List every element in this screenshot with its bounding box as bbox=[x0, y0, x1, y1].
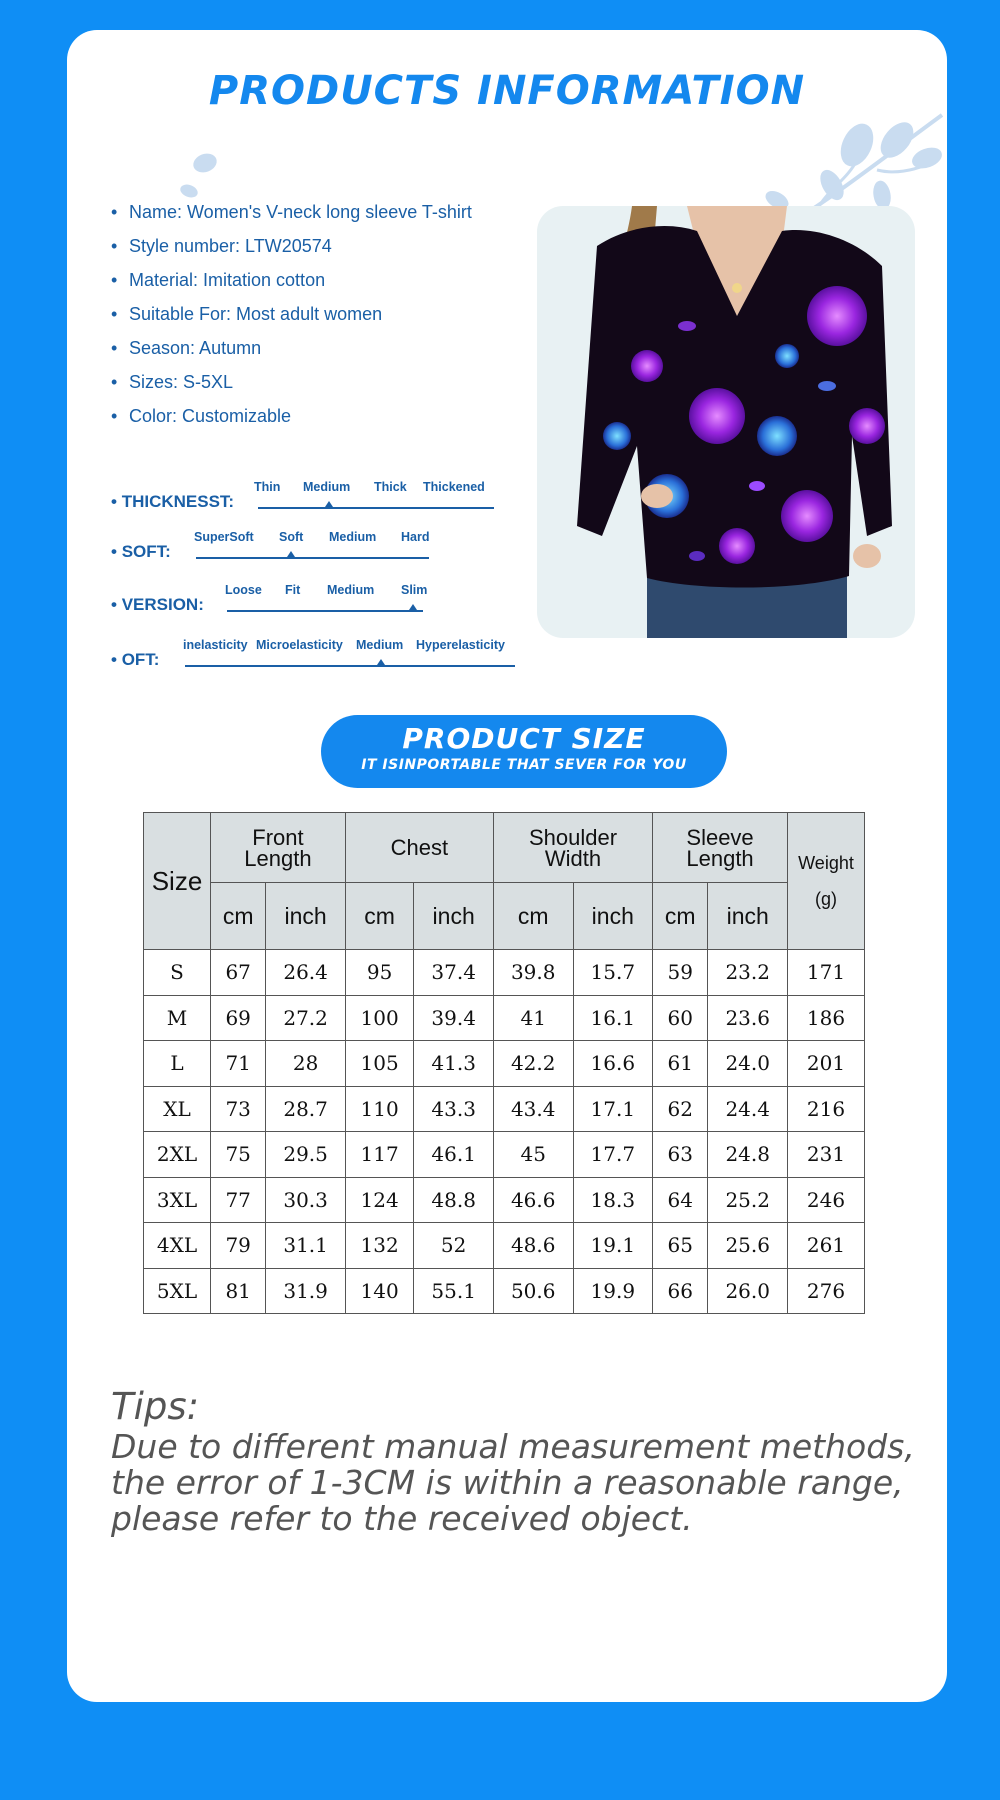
tips-line: the error of 1-3CM is within a reasonable range, bbox=[111, 1463, 904, 1502]
size-cell: L bbox=[144, 1041, 211, 1087]
scale-soft bbox=[111, 530, 591, 570]
scale-label: • SOFT: bbox=[111, 542, 171, 561]
measurement-cell: 276 bbox=[788, 1268, 865, 1314]
table-row bbox=[144, 1268, 865, 1314]
measurement-cell: 16.1 bbox=[573, 995, 653, 1041]
scale-option: Hard bbox=[401, 530, 430, 544]
measurement-cell: 46.1 bbox=[414, 1132, 494, 1178]
measurement-cell: 17.1 bbox=[573, 1086, 653, 1132]
size-cell: 4XL bbox=[144, 1223, 211, 1269]
unit-cm: cm bbox=[653, 883, 708, 950]
size-table-body bbox=[144, 950, 865, 1314]
measurement-cell: 140 bbox=[345, 1268, 413, 1314]
size-cell: XL bbox=[144, 1086, 211, 1132]
info-sizes: • Sizes: S-5XL bbox=[111, 372, 234, 392]
measurement-cell: 43.4 bbox=[493, 1086, 573, 1132]
scale-line bbox=[185, 665, 515, 667]
measurement-cell: 39.8 bbox=[493, 950, 573, 996]
table-row bbox=[144, 1041, 865, 1087]
measurement-cell: 28.7 bbox=[266, 1086, 346, 1132]
scale-line bbox=[227, 610, 423, 612]
measurement-cell: 16.6 bbox=[573, 1041, 653, 1087]
measurement-cell: 186 bbox=[788, 995, 865, 1041]
measurement-cell: 75 bbox=[211, 1132, 266, 1178]
tips-line: Due to different manual measurement methods, bbox=[111, 1427, 915, 1466]
measurement-cell: 15.7 bbox=[573, 950, 653, 996]
measurement-cell: 30.3 bbox=[266, 1177, 346, 1223]
unit-inch: inch bbox=[573, 883, 653, 950]
page-title: PRODUCTS INFORMATION bbox=[208, 68, 806, 114]
tips-line: please refer to the received object. bbox=[111, 1499, 693, 1538]
measurement-cell: 43.3 bbox=[414, 1086, 494, 1132]
scale-option: Thick bbox=[374, 480, 407, 494]
measurement-cell: 117 bbox=[345, 1132, 413, 1178]
scale-elasticity bbox=[111, 638, 591, 678]
measurement-cell: 105 bbox=[345, 1041, 413, 1087]
measurement-cell: 17.7 bbox=[573, 1132, 653, 1178]
measurement-cell: 25.6 bbox=[708, 1223, 788, 1269]
front-length-header: Front Length bbox=[211, 813, 346, 883]
unit-cm: cm bbox=[345, 883, 413, 950]
scale-option: SuperSoft bbox=[194, 530, 254, 544]
scale-option: Hyperelasticity bbox=[416, 638, 505, 652]
size-cell: 5XL bbox=[144, 1268, 211, 1314]
measurement-cell: 48.8 bbox=[414, 1177, 494, 1223]
table-row bbox=[144, 995, 865, 1041]
scale-label: • VERSION: bbox=[111, 595, 204, 614]
measurement-cell: 124 bbox=[345, 1177, 413, 1223]
scale-version bbox=[111, 583, 591, 623]
scale-option: Medium bbox=[303, 480, 351, 494]
measurement-cell: 64 bbox=[653, 1177, 708, 1223]
scale-option: Soft bbox=[279, 530, 304, 544]
scale-option: Medium bbox=[329, 530, 377, 544]
scale-line bbox=[196, 557, 429, 559]
measurement-cell: 69 bbox=[211, 995, 266, 1041]
tips-title: Tips: bbox=[111, 1385, 200, 1428]
unit-inch: inch bbox=[414, 883, 494, 950]
size-cell: M bbox=[144, 995, 211, 1041]
product-size-subtitle: IT ISINPORTABLE THAT SEVER FOR YOU bbox=[361, 757, 687, 773]
sleeve-length-header: Sleeve Length bbox=[653, 813, 788, 883]
measurement-cell: 19.1 bbox=[573, 1223, 653, 1269]
table-row bbox=[144, 950, 865, 996]
size-table bbox=[143, 812, 865, 1314]
measurement-cell: 132 bbox=[345, 1223, 413, 1269]
measurement-cell: 25.2 bbox=[708, 1177, 788, 1223]
measurement-cell: 171 bbox=[788, 950, 865, 996]
measurement-cell: 24.8 bbox=[708, 1132, 788, 1178]
scale-option: Slim bbox=[401, 583, 428, 597]
measurement-cell: 50.6 bbox=[493, 1268, 573, 1314]
measurement-cell: 59 bbox=[653, 950, 708, 996]
scale-option: Thickened bbox=[423, 480, 485, 494]
measurement-cell: 26.0 bbox=[708, 1268, 788, 1314]
chest-header: Chest bbox=[345, 813, 493, 883]
measurement-cell: 65 bbox=[653, 1223, 708, 1269]
unit-inch: inch bbox=[266, 883, 346, 950]
scale-option: Fit bbox=[285, 583, 301, 597]
product-card bbox=[67, 30, 947, 1702]
scale-option: Loose bbox=[225, 583, 262, 597]
measurement-cell: 24.4 bbox=[708, 1086, 788, 1132]
table-row bbox=[144, 1177, 865, 1223]
info-season: • Season: Autumn bbox=[111, 338, 262, 358]
measurement-cell: 41 bbox=[493, 995, 573, 1041]
measurement-cell: 246 bbox=[788, 1177, 865, 1223]
info-color: • Color: Customizable bbox=[111, 406, 292, 426]
measurement-cell: 24.0 bbox=[708, 1041, 788, 1087]
measurement-cell: 37.4 bbox=[414, 950, 494, 996]
measurement-cell: 45 bbox=[493, 1132, 573, 1178]
scale-label: • OFT: bbox=[111, 650, 160, 669]
measurement-cell: 26.4 bbox=[266, 950, 346, 996]
table-row bbox=[144, 1086, 865, 1132]
measurement-cell: 110 bbox=[345, 1086, 413, 1132]
product-info-list bbox=[111, 195, 472, 433]
measurement-cell: 61 bbox=[653, 1041, 708, 1087]
scale-label: • THICKNESST: bbox=[111, 492, 235, 511]
scale-thickness bbox=[111, 480, 591, 520]
measurement-cell: 77 bbox=[211, 1177, 266, 1223]
measurement-cell: 62 bbox=[653, 1086, 708, 1132]
measurement-cell: 28 bbox=[266, 1041, 346, 1087]
measurement-cell: 71 bbox=[211, 1041, 266, 1087]
info-suitable-for: • Suitable For: Most adult women bbox=[111, 304, 383, 324]
measurement-cell: 216 bbox=[788, 1086, 865, 1132]
unit-cm: cm bbox=[211, 883, 266, 950]
size-cell: 3XL bbox=[144, 1177, 211, 1223]
table-row bbox=[144, 1132, 865, 1178]
measurement-cell: 48.6 bbox=[493, 1223, 573, 1269]
scale-option: Microelasticity bbox=[256, 638, 343, 652]
measurement-cell: 100 bbox=[345, 995, 413, 1041]
size-cell: 2XL bbox=[144, 1132, 211, 1178]
product-photo bbox=[537, 206, 915, 638]
shirt-model-photo bbox=[537, 206, 915, 638]
measurement-cell: 29.5 bbox=[266, 1132, 346, 1178]
measurement-cell: 66 bbox=[653, 1268, 708, 1314]
measurement-cell: 19.9 bbox=[573, 1268, 653, 1314]
unit-inch: inch bbox=[708, 883, 788, 950]
measurement-cell: 18.3 bbox=[573, 1177, 653, 1223]
size-header: Size bbox=[144, 813, 211, 950]
measurement-cell: 41.3 bbox=[414, 1041, 494, 1087]
measurement-cell: 261 bbox=[788, 1223, 865, 1269]
attribute-scales bbox=[111, 480, 591, 680]
measurement-cell: 42.2 bbox=[493, 1041, 573, 1087]
measurement-cell: 81 bbox=[211, 1268, 266, 1314]
table-row bbox=[144, 1223, 865, 1269]
measurement-cell: 231 bbox=[788, 1132, 865, 1178]
measurement-cell: 201 bbox=[788, 1041, 865, 1087]
size-cell: S bbox=[144, 950, 211, 996]
measurement-cell: 95 bbox=[345, 950, 413, 996]
measurement-cell: 46.6 bbox=[493, 1177, 573, 1223]
info-name: • Name: Women's V-neck long sleeve T-shirt bbox=[111, 202, 472, 222]
tips-section bbox=[111, 1385, 931, 1537]
info-material: • Material: Imitation cotton bbox=[111, 270, 326, 290]
unit-cm: cm bbox=[493, 883, 573, 950]
scale-option: Medium bbox=[327, 583, 375, 597]
info-style-number: • Style number: LTW20574 bbox=[111, 236, 332, 256]
measurement-cell: 52 bbox=[414, 1223, 494, 1269]
measurement-cell: 23.2 bbox=[708, 950, 788, 996]
product-size-title: PRODUCT SIZE bbox=[402, 722, 646, 755]
product-size-banner bbox=[321, 715, 727, 788]
measurement-cell: 73 bbox=[211, 1086, 266, 1132]
shoulder-width-header: Shoulder Width bbox=[493, 813, 652, 883]
measurement-cell: 27.2 bbox=[266, 995, 346, 1041]
measurement-cell: 31.1 bbox=[266, 1223, 346, 1269]
measurement-cell: 31.9 bbox=[266, 1268, 346, 1314]
measurement-cell: 67 bbox=[211, 950, 266, 996]
scale-line bbox=[258, 507, 494, 509]
scale-option: Thin bbox=[254, 480, 281, 494]
measurement-cell: 79 bbox=[211, 1223, 266, 1269]
measurement-cell: 63 bbox=[653, 1132, 708, 1178]
measurement-cell: 60 bbox=[653, 995, 708, 1041]
measurement-cell: 23.6 bbox=[708, 995, 788, 1041]
weight-header: Weight (g) bbox=[788, 813, 865, 950]
scale-option: Medium bbox=[356, 638, 404, 652]
measurement-cell: 55.1 bbox=[414, 1268, 494, 1314]
measurement-cell: 39.4 bbox=[414, 995, 494, 1041]
scale-option: inelasticity bbox=[183, 638, 248, 652]
